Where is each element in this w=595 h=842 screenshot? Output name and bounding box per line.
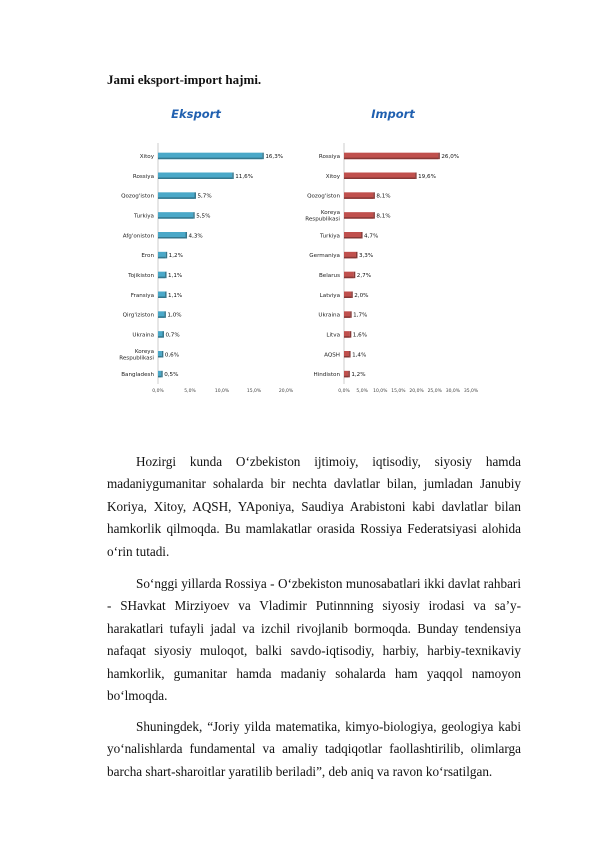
import-bar-shadow [344,376,348,378]
export-chart [100,100,300,394]
import-category-label: Germaniya [309,253,340,260]
paragraph-2: So‘nggi yillarda Rossiya - O‘zbekiston munosabatlari ikki davlat rahbari - SHavkat Mirziyoev va Vladimir Putinnning siyosiy irodasi va sa’y-harakatlari tufayli jadal va izchil rivojlanib bormoqda. Bunday tendensiya nafaqat siyosiy muloqot, balki savdo-iqtisodiy, harbiy, harbiy-texnikaviy hamkorlik, gumanitar hamda madaniy sohalarda ham yaqqol namoyon bo‘lmoqda. [107,576,521,704]
import-data-label: 1,6% [352,332,368,339]
import-data-label: 1,4% [352,352,367,359]
paragraph-3: Shuningdek, “Joriy yilda matematika, kimyo-biologiya, geologiya kabi yo‘nalishlarda fundamental va amaliy tadqiqotlar faollashtirilib, olimlarga barcha shart-sharoitlar yaratilib beriladi”, deb aniq va ravon ko‘rsatilgan. [107,719,521,779]
export-chart-svg [100,100,300,394]
export-bar-side [186,232,188,239]
import-bar-side [350,331,352,338]
export-data-label: 16,3% [265,153,284,160]
import-bar-side [373,192,375,199]
import-data-label: 8,1% [376,193,391,200]
import-bar-shadow [344,178,415,180]
export-category-label: Turkiya [134,213,154,220]
import-bar-side [354,272,356,279]
export-bar-side [194,192,196,199]
export-data-label: 4,3% [188,233,203,240]
import-chart-svg [300,100,485,394]
import-x-tick-label: 0,0% [338,389,350,394]
export-category-label: Qozog'iston [121,193,154,200]
import-chart [300,100,485,394]
export-data-label: 1,1% [168,292,183,299]
import-bar-side [350,311,352,318]
export-bar-shadow [158,376,161,378]
import-data-label: 2,7% [356,272,372,279]
import-category-label: Qozog'iston [307,193,340,200]
import-category-label: AQSH [324,352,340,359]
export-bar-shadow [158,356,162,358]
import-category-label: Rossiya [318,153,340,160]
import-category-label: Hindiston [313,372,340,379]
export-bar-shadow [158,277,165,279]
import-bar-shadow [344,257,356,259]
import-bar-side [415,173,417,180]
import-x-tick-label: 30,0% [445,389,461,394]
import-category-label: Xitoy [325,173,340,180]
export-category-label: Afg'oniston [122,233,154,240]
import-data-label: 4,7% [364,233,379,240]
export-data-label: 0,6% [164,352,180,359]
import-bar-shadow [344,336,350,338]
import-category-label: Belarus [318,272,340,279]
export-bar-side [166,252,168,258]
export-category-label: Koreya Respublikasi [119,349,154,362]
export-chart-title: Eksport [171,107,221,121]
export-data-label: 1,0% [167,312,182,319]
export-bar-shadow [158,178,232,180]
export-bar-shadow [158,237,186,239]
import-bar-shadow [344,316,350,318]
export-category-label: Ukraina [132,332,154,339]
export-bar-side [262,153,264,160]
import-chart-title: Import [371,107,415,121]
import-x-tick-label: 35,0% [463,389,479,394]
export-bar-shadow [158,257,166,259]
export-data-label: 5,5% [196,213,211,220]
export-x-tick-label: 5,0% [184,389,196,394]
export-category-label: Eron [141,253,154,260]
export-bar-shadow [158,158,262,160]
export-x-tick-label: 20,0% [278,389,294,394]
paragraph-1: Hozirgi kunda O‘zbekiston ijtimoiy, iqtisodiy, siyosiy hamda madaniygumanitar sohalarda bir nechta davlatlar bilan, jumladan Janubiy Koriya, Xitoy, AQSH, YAponiya, Saudiya Arabistoni kabi davlatlar bilan hamkorlik qilmoqda. Bu mamlakatlar orasida Rossiya Federatsiyasi alohida o‘rin tutadi. [107,454,521,559]
export-category-label: Bangladesh [121,372,154,379]
export-bar-side [193,212,195,219]
export-data-label: 11,6% [235,173,254,180]
import-x-tick-label: 15,0% [391,389,406,394]
export-bar-shadow [158,217,193,219]
import-data-label: 3,3% [358,253,374,260]
import-bar-side [351,292,353,299]
export-bar-side [162,331,164,338]
import-data-label: 2,0% [354,292,369,299]
import-category-label: Turkiya [320,233,340,240]
import-bar-side [349,351,351,358]
export-data-label: 1,1% [168,272,183,279]
export-bar-side [162,351,164,358]
export-data-label: 5,7% [197,193,212,200]
import-bar-shadow [344,237,361,239]
export-bar-shadow [158,197,194,199]
export-category-label: Tojikiston [128,272,154,279]
import-x-tick-label: 5,0% [356,389,368,394]
export-x-tick-label: 0,0% [152,389,164,394]
export-category-label: Xitoy [139,153,154,160]
export-bar-side [161,371,163,378]
import-data-label: 8,1% [376,213,391,220]
import-data-label: 19,6% [418,173,436,180]
export-category-label: Qirg'iziston [122,312,154,319]
export-bar-side [232,173,234,180]
export-data-label: 0,5% [164,372,179,379]
import-bar-side [438,153,440,160]
export-category-label: Fransiya [130,292,154,299]
import-bar-shadow [344,356,349,358]
export-bar-side [165,292,167,299]
export-data-label: 0,7% [165,332,180,339]
import-category-label: Litva [326,332,340,339]
export-bar-shadow [158,297,165,299]
export-bar-shadow [158,316,164,318]
import-category-label: Koreya Respublikasi [305,210,340,223]
export-data-label: 1,2% [168,253,183,260]
import-bar-side [348,371,350,378]
import-data-label: 1,2% [351,372,366,379]
import-x-tick-label: 20,0% [409,389,424,394]
import-data-label: 1,7% [353,312,368,319]
export-x-tick-label: 15,0% [246,389,262,394]
export-category-label: Rossiya [132,173,154,180]
export-bar-side [164,311,166,318]
import-bar-side [373,212,375,219]
import-x-tick-label: 10,0% [373,389,388,394]
import-bar-shadow [344,217,373,219]
import-x-tick-label: 25,0% [427,389,442,394]
import-bar-shadow [344,297,351,299]
export-bar-shadow [158,336,162,338]
import-bar-shadow [344,197,373,199]
import-bar-shadow [344,277,354,279]
import-data-label: 26,0% [441,153,460,160]
import-category-label: Latviya [319,292,340,299]
import-bar-side [361,232,363,239]
export-bar-side [165,272,167,279]
import-category-label: Ukraina [318,312,340,319]
import-bar-side [356,252,358,258]
section-heading: Jami eksport-import hajmi. [107,72,262,87]
export-x-tick-label: 10,0% [214,389,230,394]
import-bar-shadow [344,158,438,160]
